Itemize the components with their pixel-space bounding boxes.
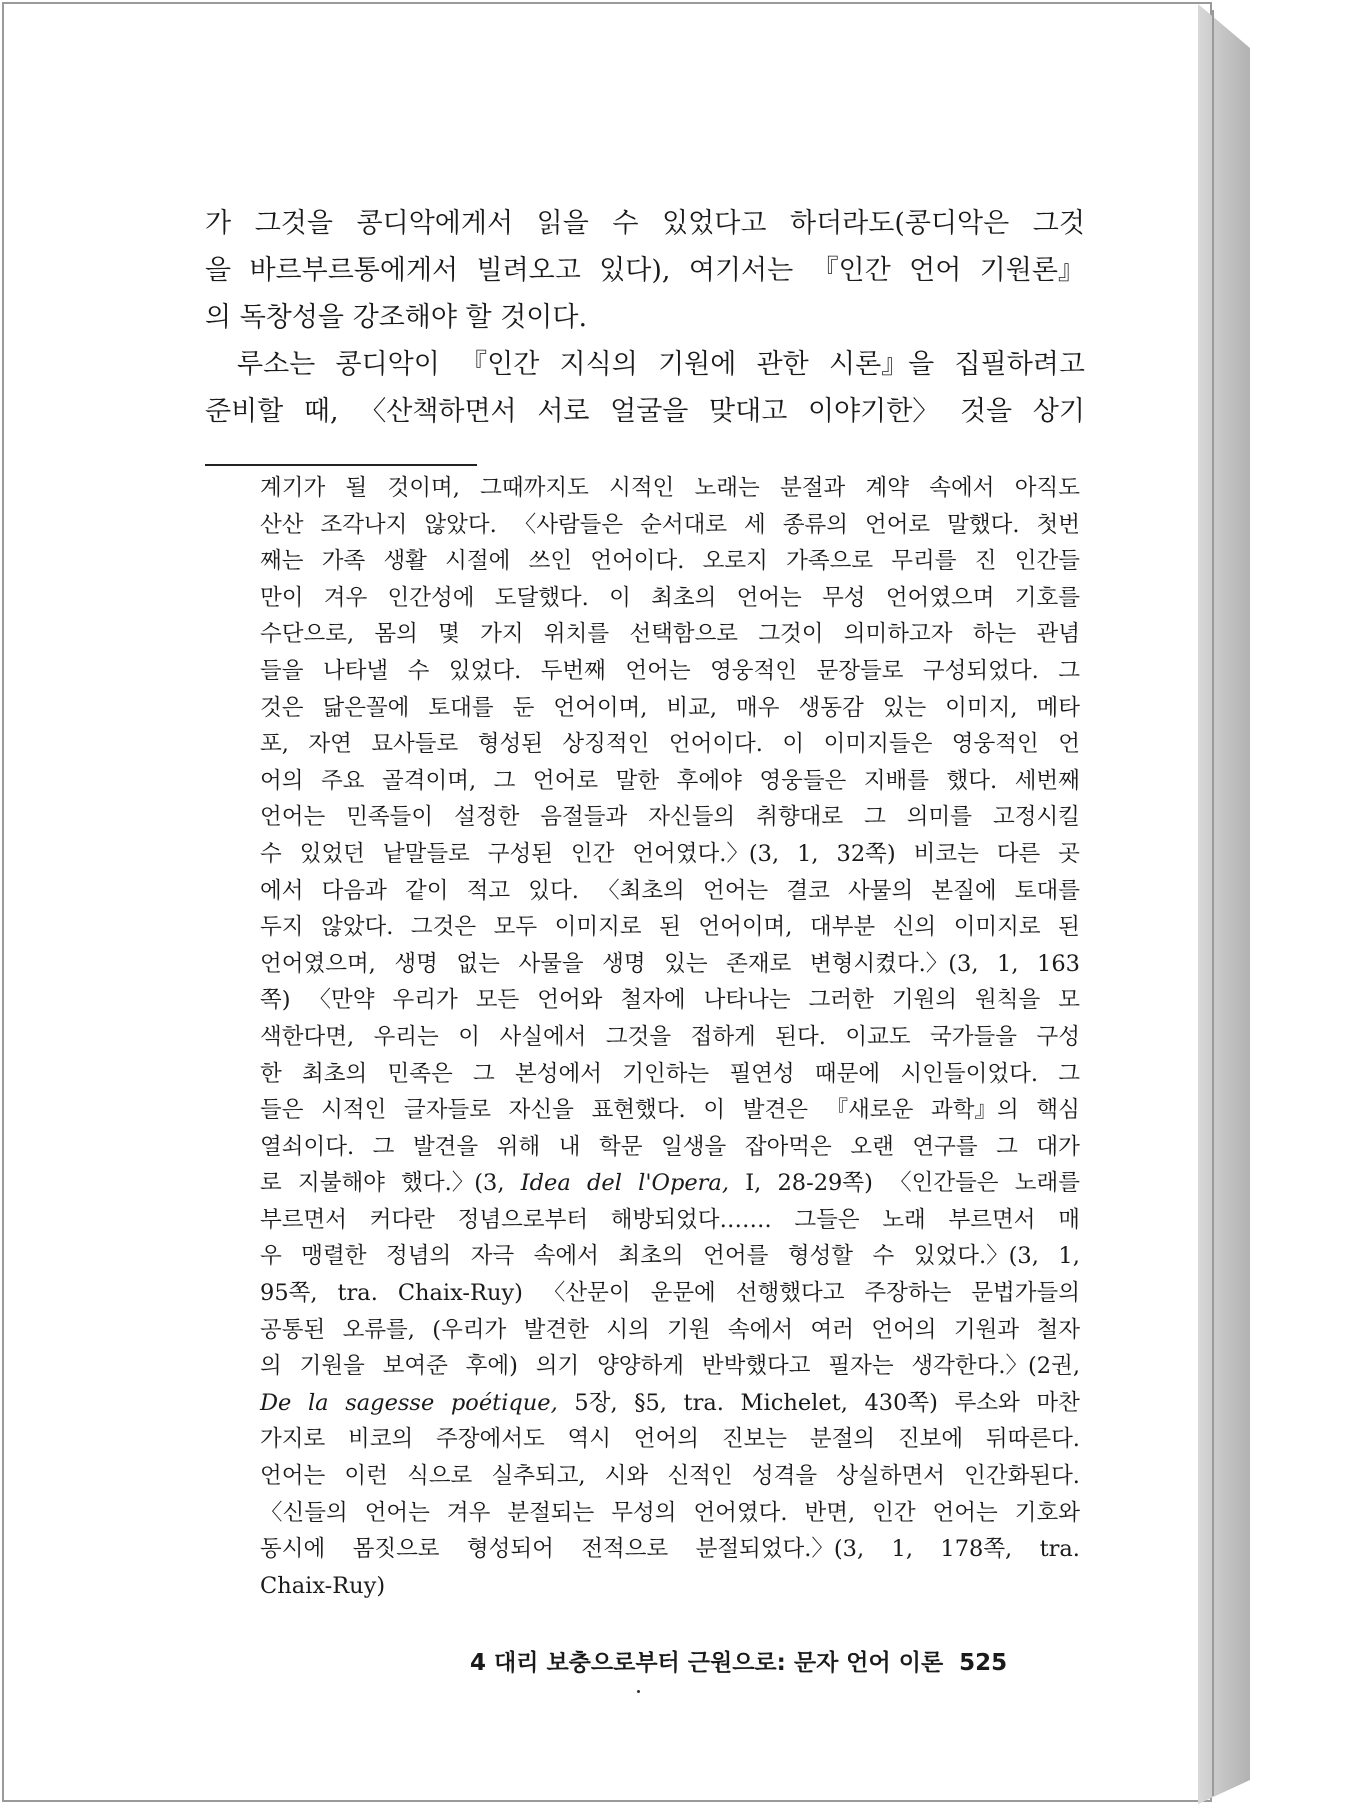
body-line: 의 독창성을 강조해야 할 것이다. (205, 302, 588, 333)
footnote-line: 것은 닮은꼴에 토대를 둔 언어이며, 비교, 매우 생동감 있는 이미지, 메타 (260, 694, 1080, 721)
footnote-line: 〈신들의 언어는 겨우 분절되는 무성의 언어였다. 반면, 인간 언어는 기호와 (260, 1499, 1080, 1526)
book-page-edge (1198, 4, 1250, 1804)
footnote-line: 우 맹렬한 정념의 자극 속에서 최초의 언어를 형성할 수 있었다.〉(3, 1, (260, 1243, 1080, 1270)
footnote-line: 째는 가족 생활 시절에 쓰인 언어이다. 오로지 가족으로 무리를 진 인간들 (260, 548, 1080, 575)
footnote-line: 95쪽, tra. Chaix-Ruy) 〈산문이 운문에 선행했다고 주장하는 문법가들의 (260, 1280, 1080, 1307)
footnote-line: 포, 자연 묘사들로 형성된 상징적인 언어이다. 이 이미지들은 영웅적인 언 (260, 731, 1080, 758)
page-number: 525 (959, 1650, 1008, 1676)
footnote-line: 수단으로, 몸의 몇 가지 위치를 선택함으로 그것이 의미하고자 하는 관념 (260, 621, 1080, 648)
footnote-line: 어의 주요 골격이며, 그 언어로 말한 후에야 영웅들은 지배를 했다. 세번째 (260, 767, 1080, 794)
footnote-line: 가지로 비코의 주장에서도 역시 언어의 진보는 분절의 진보에 뒤따른다. (260, 1426, 1080, 1453)
footnote-line: Chaix-Ruy) (260, 1572, 386, 1599)
footnote-line: 공통된 오류를, (우리가 발견한 시의 기원 속에서 여러 언어의 기원과 철자 (260, 1316, 1080, 1343)
page-edge-line (1212, 10, 1214, 1796)
footnote-line: 만이 겨우 인간성에 도달했다. 이 최초의 언어는 무성 언어였으며 기호를 (260, 584, 1080, 611)
body-line: 가 그것을 콩디악에게서 읽을 수 있었다고 하더라도(콩디악은 그것 (205, 208, 1085, 239)
footnote-line: De la sagesse poétique, 5장, §5, tra. Michelet, 430쪽) 루소와 마찬 (260, 1389, 1080, 1416)
footnote-line: 로 지불해야 했다.〉(3, Idea del l'Opera, I, 28-29쪽) 〈인간들은 노래를 (260, 1170, 1080, 1197)
footnote-line: 수 있었던 낱말들로 구성된 인간 언어였다.〉(3, 1, 32쪽) 비코는 다른 곳 (260, 840, 1080, 867)
body-line: 을 바르부르통에게서 빌려오고 있다), 여기서는 『인간 언어 기원론』 (205, 255, 1085, 286)
footnote-line: 쪽) 〈만약 우리가 모든 언어와 철자에 나타나는 그러한 기원의 원칙을 모 (260, 987, 1080, 1014)
footnote-line: 들은 시적인 글자들로 자신을 표현했다. 이 발견은 『새로운 과학』의 핵심 (260, 1097, 1080, 1124)
footnote-line: 언어는 이런 식으로 실추되고, 시와 신적인 성격을 상실하면서 인간화된다. (260, 1463, 1080, 1490)
footnote-line: 두지 않았다. 그것은 모두 이미지로 된 언어이며, 대부분 신의 이미지로 된 (260, 914, 1080, 941)
footnote-line: 산산 조각나지 않았다. 〈사람들은 순서대로 세 종류의 언어로 말했다. 첫번 (260, 511, 1080, 538)
footnote-line: 계기가 될 것이며, 그때까지도 시적인 노래는 분절과 계약 속에서 아직도 (260, 475, 1080, 501)
footnote-line: 언어였으며, 생명 없는 사물을 생명 있는 존재로 변형시켰다.〉(3, 1, 163 (260, 950, 1080, 977)
body-text (205, 200, 1085, 435)
footnote-line: 한 최초의 민족은 그 본성에서 기인하는 필연성 때문에 시인들이었다. 그 (260, 1060, 1080, 1087)
footnote-text (260, 470, 1080, 1604)
print-speck (637, 1690, 640, 1693)
running-footer (470, 1644, 1060, 1677)
footnote-line: 언어는 민족들이 설정한 음절들과 자신들의 취향대로 그 의미를 고정시킬 (260, 804, 1080, 831)
body-line: 준비할 때, 〈산책하면서 서로 얼굴을 맞대고 이야기한〉 것을 상기 (205, 396, 1085, 427)
footnote-line: 색한다면, 우리는 이 사실에서 그것을 접하게 된다. 이교도 국가들을 구성 (260, 1023, 1080, 1050)
footnote-separator (205, 464, 477, 466)
footnote-line: 에서 다음과 같이 적고 있다. 〈최초의 언어는 결코 사물의 본질에 토대를 (260, 877, 1080, 904)
body-line: 루소는 콩디악이 『인간 지식의 기원에 관한 시론』을 집필하려고 (237, 349, 1085, 380)
footnote-line: 들을 나타낼 수 있었다. 두번째 언어는 영웅적인 문장들로 구성되었다. 그 (260, 657, 1080, 684)
footnote-line: 의 기원을 보여준 후에) 의기 양양하게 반박했다고 필자는 생각한다.〉(2권, (260, 1353, 1080, 1380)
footnote-line: 동시에 몸짓으로 형성되어 전적으로 분절되었다.〉(3, 1, 178쪽, tra. (260, 1536, 1080, 1563)
footnote-line: 부르면서 커다란 정념으로부터 해방되었다……. 그들은 노래 부르면서 매 (260, 1206, 1080, 1233)
footnote-line: 열쇠이다. 그 발견을 위해 내 학문 일생을 잡아먹은 오랜 연구를 그 대가 (260, 1133, 1080, 1160)
footer-chapter-title: 4 대리 보충으로부터 근원으로: 문자 언어 이론 (470, 1650, 944, 1676)
